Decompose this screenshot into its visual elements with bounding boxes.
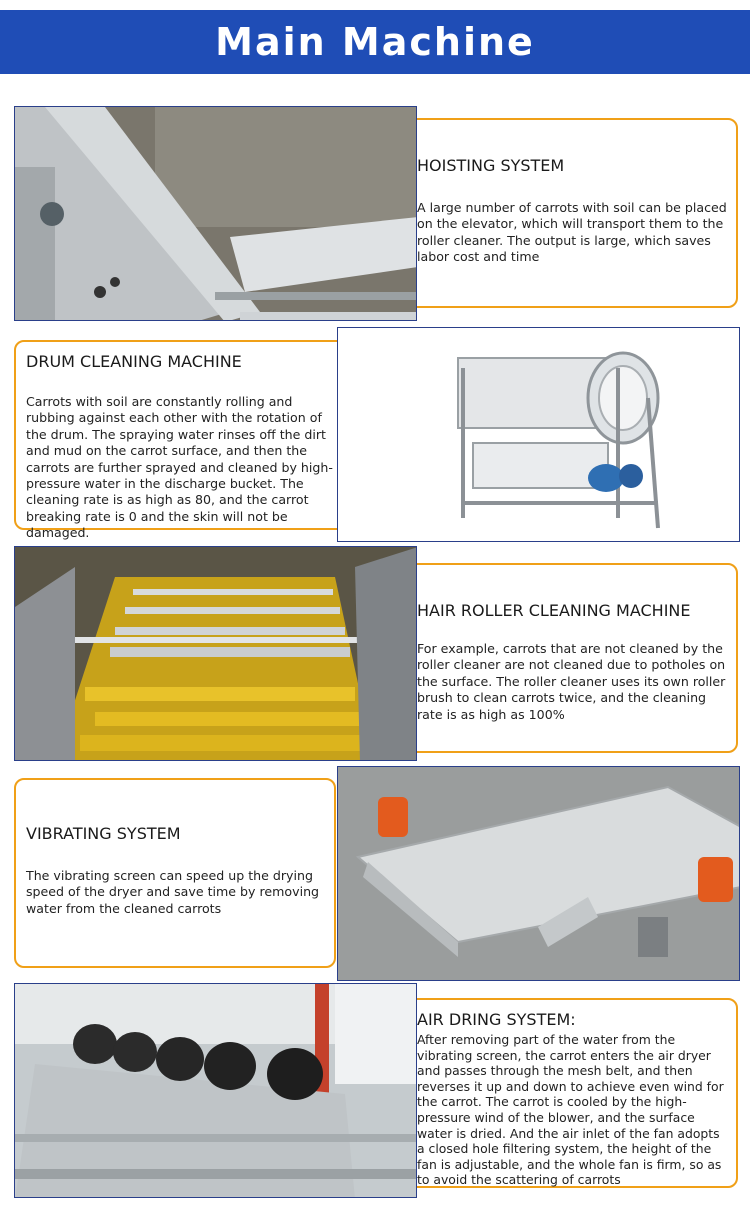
air-drying-title: AIR DRING SYSTEM: [417, 1010, 576, 1029]
hoisting-elevator-photo [14, 106, 417, 321]
air-dryer-photo [14, 983, 417, 1198]
air-drying-text: After removing part of the water from the vibrating screen, the carrot enters the air dryer and passes through the mesh belt, and then reverses it up and down to achieve even wind for the carrot. The carrot is cooled by the high-pressure wind of the blower, and the surface water is dried. And the air inlet of the fan adopts a closed hole filtering system, the height of the fan is adjustable, and the whole fan is firm, so as to avoid the scattering of carrots [417, 1032, 724, 1188]
drum-cleaning-card [14, 340, 358, 541]
hair-roller-title: HAIR ROLLER CLEANING MACHINE [417, 601, 691, 620]
hoisting-system-card [405, 118, 738, 308]
drum-cleaning-text: Carrots with soil are constantly rolling and rubbing against each other with the rotation of the drum. The spraying water rinses off the dirt and mud on the carrot surface, and then the carrots are further sprayed and cleaned by high-pressure water in the discharge bucket. The cleaning rate is as high as 80, and the carrot breaking rate is 0 and the skin will not be damaged. [26, 394, 333, 541]
vibrating-system-title: VIBRATING SYSTEM [26, 824, 181, 843]
vibrating-screen-photo [337, 766, 740, 981]
vibrating-system-text: The vibrating screen can speed up the drying speed of the dryer and save time by removing water from the cleaned carrots [26, 868, 320, 916]
page-title: Main Machine [215, 20, 535, 64]
drum-cleaning-photo [337, 327, 740, 542]
hair-roller-photo [14, 546, 417, 761]
hoisting-system-text: A large number of carrots with soil can be placed on the elevator, which will transport them to the roller cleaner. The output is large, which saves labor cost and time [417, 200, 727, 265]
air-drying-card [405, 998, 738, 1188]
drum-cleaning-title: DRUM CLEANING MACHINE [26, 352, 242, 371]
header-banner [0, 10, 750, 74]
hoisting-system-title: HOISTING SYSTEM [417, 156, 565, 175]
hair-roller-card [405, 563, 738, 753]
vibrating-system-card [14, 778, 336, 968]
hair-roller-text: For example, carrots that are not cleaned by the roller cleaner are not cleaned due to potholes on the surface. The roller cleaner uses its own roller brush to clean carrots twice, and the cleaning rate is as high as 100% [417, 641, 726, 722]
